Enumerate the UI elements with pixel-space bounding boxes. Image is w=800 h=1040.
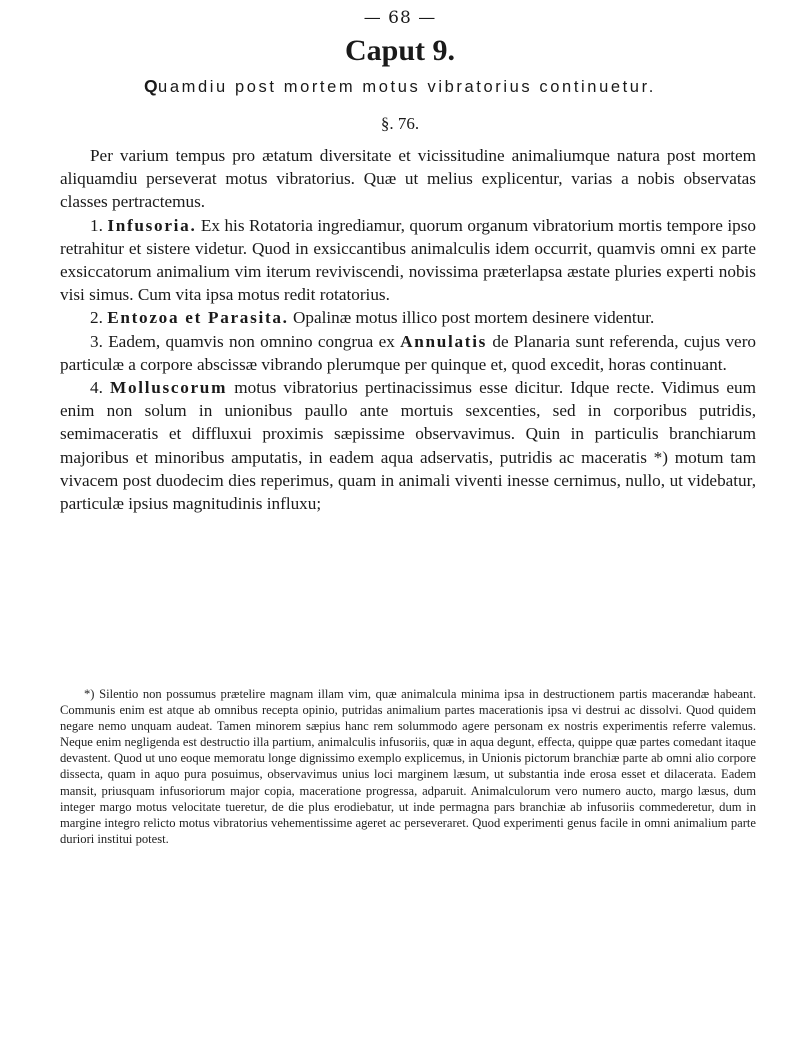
paragraph-entozoa [60,306,756,329]
item-text: motus vibratorius pertinacissimus esse dicitur. Idque recte. Vidimus eum enim non solum in unionibus paullo ante mortuis sexcenties, sed in corporibus putridis, semimaceratis et diffluxui proximis sæpissime observavimus. Quin in particulis branchiarum majoribus et minoribus amputatis, in eadem aqua adservatis, putridis ac maceratis *) motum tam vivacem post duodecim dies reperimus, quam in animali viventi inesse cernimus, nullo, ut videbatur, particulæ ipsius magnitudinis influxu; [60,378,757,514]
item-text-before: Eadem, quamvis non omnino congrua ex [108,331,395,351]
item-text-after: de Planaria sunt referenda, cujus vero particulæ a corpore abscissæ vibrando plerumque per quinque et, quod excedit, horas continuant. [60,331,757,374]
footnote [60,686,756,847]
item-number: 4. [90,378,103,398]
item-label: Molluscorum [110,378,228,398]
item-label: Annulatis [400,331,488,351]
paragraph-mollusca [60,376,756,515]
chapter-title [0,76,800,97]
item-text: Opalinæ motus illico post mortem desinere videntur. [292,308,655,328]
section-label: §. 76. [380,114,420,133]
chapter-title-initial: Q [144,76,159,96]
paragraph-annulata [60,330,756,376]
item-number: 1. [90,215,103,235]
item-text: Ex his Rotatoria ingrediamur, quorum organum vibratorium mortis tempore ipso retrahitur et sistere videtur. Quod in exsiccantibus animalculis idem occurrit, quamvis omni ex parte exsiccatorum animalium vim iterum reviviscendi, novissima præterlapsa æstate pluries experti nobis visi simus. Cum vita ipsa motus redit rotatorius. [60,215,756,305]
main-text [60,144,756,515]
item-label: Entozoa et Parasita. [107,308,289,328]
paragraph-infusoria [60,214,756,307]
item-number: 3. [90,331,103,351]
page-number: — 68 — [363,8,437,28]
item-number: 2. [90,308,103,328]
chapter-title-rest: uamdiu post mortem motus vibratorius continuetur. [158,78,656,96]
intro-paragraph: Per varium tempus pro ætatum diversitate et vicissitudine animaliumque natura post mortem aliquamdiu perseverat motus vibratorius. Quæ ut melius explicentur, varias a nobis observatas classes pertractemus. [60,146,756,212]
item-label: Infusoria. [107,215,197,235]
footnote-text: *) Silentio non possumus prætelire magnam illam vim, quæ animalcula minima ipsa in destructionem partis macerandæ habeant. Communis enim est atque ab omnibus recepta opinio, putridas animalium partes macerationis ipsa vi destrui ac dissolvi. Quod quidem negare nemo unquam audeat. Tamen minorem sæpius hanc rem solummodo agere personam ex nostris experimentis referre valemus. Neque enim negligenda est destructio illa partium, animalculis infusoriis, quæ in aqua degunt, effecta, quippe quæ partes comedant itaque devastent. Quod ut uno eoque memoratu longe dignissimo exemplo explicemus, in Unionis pictorum branchiæ parte ab omni alio corpore dissecta, quam in aquo pura posuimus, observavimus unius loci marginem læsum, ut substantia inde erosa esset et dilacerata. Eadem mansit, priusquam infusoriorum major copia, maceratione progressa, adparuit. Animalculorum vero numero aucto, margo læsus, dum integer margo motus velocitate tueretur, de die plus erodiebatur, ut inde permagna pars branchiæ ab infusoriis commederetur, dum in margine integro relicto motus vibratorius vehementissime ageret ac perseveraret. Quod experimenti genus facile in omni animalium parte duriori institui potest. [60,687,756,846]
chapter-heading: Caput 9. [344,34,456,67]
